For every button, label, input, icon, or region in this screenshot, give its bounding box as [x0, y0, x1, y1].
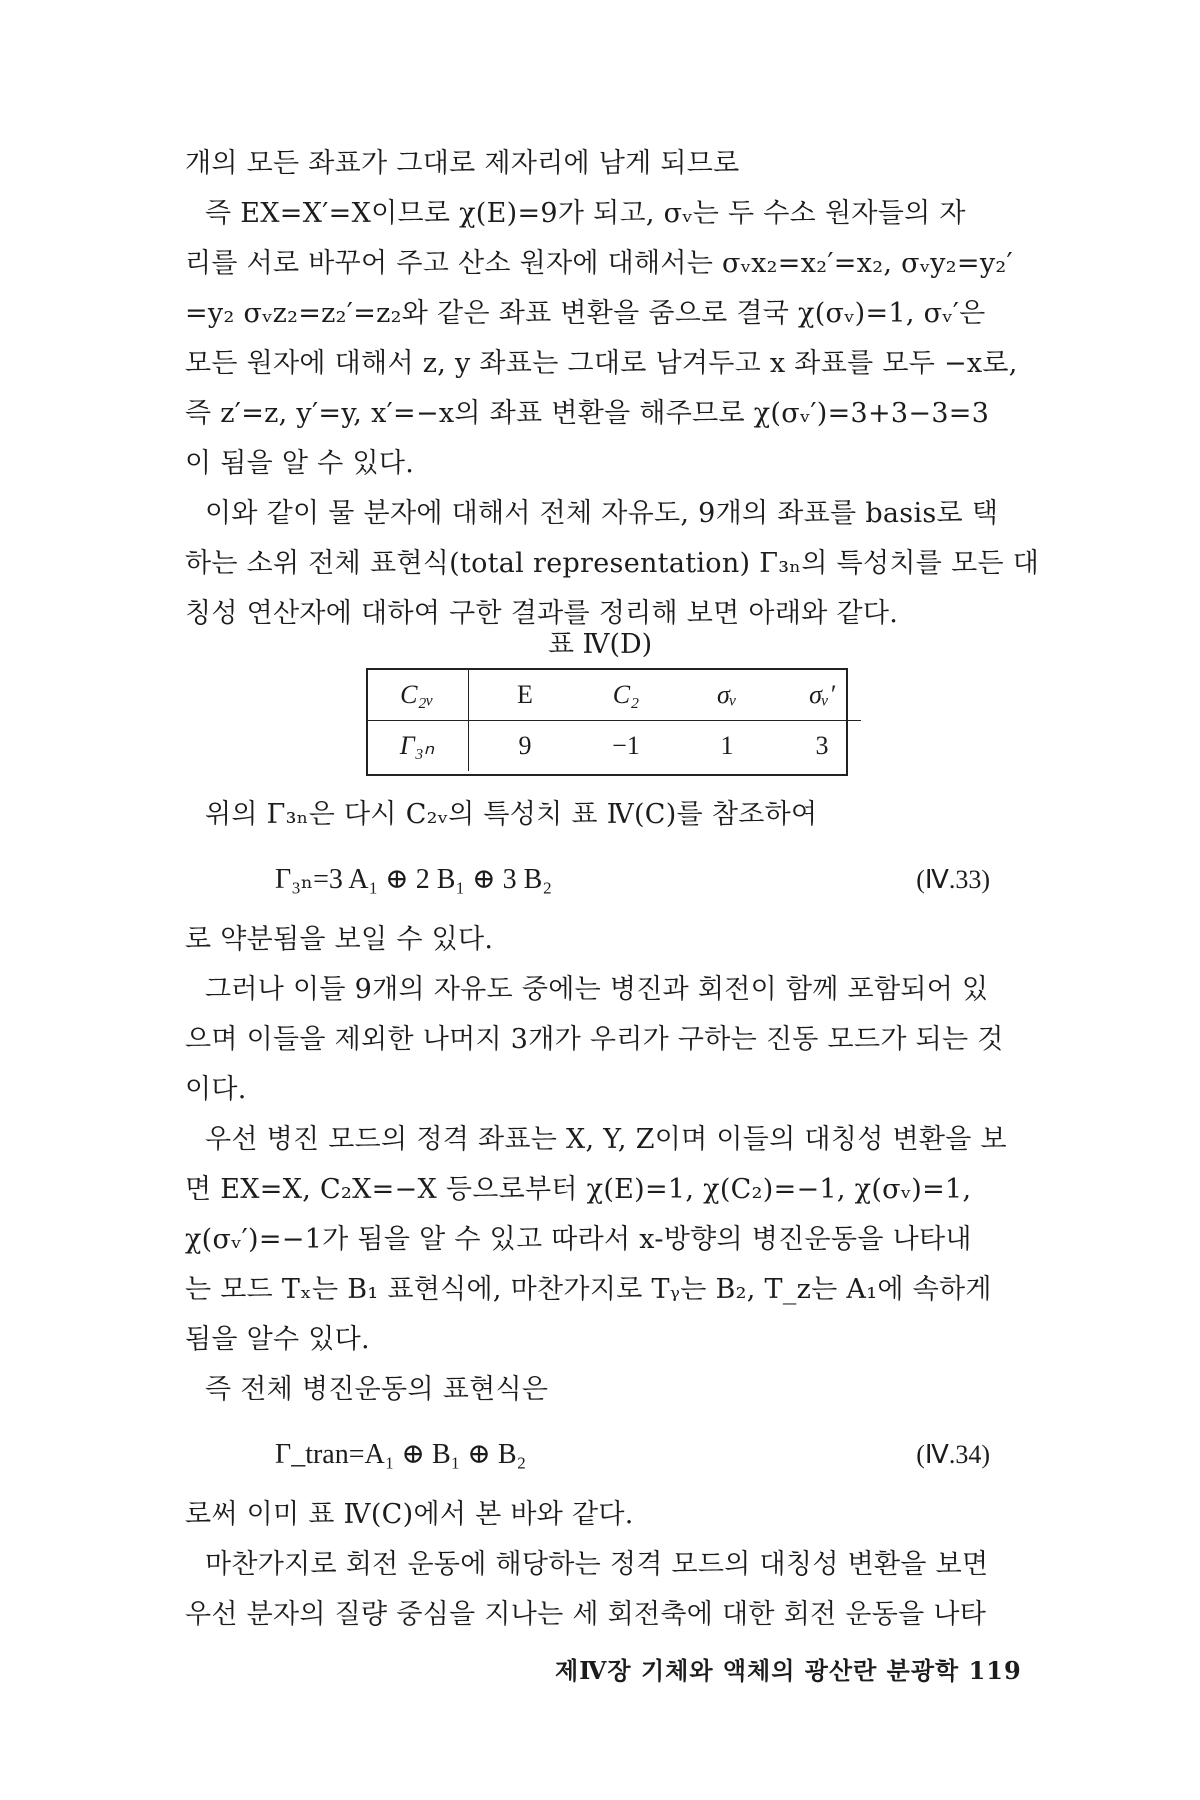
- table-cell: 3: [815, 731, 829, 760]
- text-line: 이 됨을 알 수 있다.: [185, 448, 415, 479]
- equation: Γ₃ₙ=3 A₁ ⊕ 2 B₁ ⊕ 3 B₂: [275, 864, 553, 895]
- text-line: 위의 Γ₃ₙ은 다시 C₂ᵥ의 특성치 표 Ⅳ(C)를 참조하여: [205, 799, 818, 830]
- table-header-cell: E: [469, 670, 582, 721]
- text-line: 으며 이들을 제외한 나머지 3개가 우리가 구하는 진동 모드가 되는 것: [185, 1024, 1004, 1055]
- table-cell: −1: [612, 731, 640, 760]
- text-line: 개의 모든 좌표가 그대로 제자리에 남게 되므로: [185, 148, 740, 179]
- equation-number: (Ⅳ.33): [916, 865, 990, 894]
- text-line: 즉 z′=z, y′=y, x′=−x의 좌표 변환을 해주므로 χ(σᵥ′)=3+3−3=3: [185, 398, 990, 429]
- character-table: [366, 670, 861, 771]
- table-cell: 1: [720, 731, 734, 760]
- text-line: χ(σᵥ′)=−1가 됨을 알 수 있고 따라서 x-방향의 병진운동을 나타내: [185, 1224, 972, 1255]
- text-line: 로 약분됨을 보일 수 있다.: [185, 924, 494, 955]
- text-line: 그러나 이들 9개의 자유도 중에는 병진과 회전이 함께 포함되어 있: [205, 974, 989, 1005]
- text-line: 리를 서로 바꾸어 주고 산소 원자에 대해서는 σᵥx₂=x₂′=x₂, σᵥy₂=y₂′: [185, 248, 1013, 279]
- table-header-cell: C₂: [581, 670, 671, 721]
- page-footer: 제Ⅳ장 기체와 액체의 광산란 분광학 119: [555, 1656, 1022, 1685]
- text-line: 즉 EX=X′=X이므로 χ(E)=9가 되고, σᵥ는 두 수소 원자들의 자: [205, 198, 966, 229]
- text-line: 즉 전체 병진운동의 표현식은: [205, 1374, 549, 1405]
- table-row: [366, 721, 861, 772]
- table-header-cell: C₂ᵥ: [366, 670, 469, 721]
- text-line: 이와 같이 물 분자에 대해서 전체 자유도, 9개의 좌표를 basis로 택: [205, 498, 999, 529]
- equation-number: (Ⅳ.34): [916, 1440, 990, 1469]
- table-header-cell: σᵥ′: [783, 670, 861, 721]
- text-line: 로써 이미 표 Ⅳ(C)에서 본 바와 같다.: [185, 1499, 634, 1530]
- text-line: 이다.: [185, 1074, 247, 1105]
- text-line: 우선 병진 모드의 정격 좌표는 X, Y, Z이며 이들의 대칭성 변환을 보: [205, 1124, 1007, 1155]
- table-cell: Γ₃ₙ: [366, 721, 469, 772]
- text-line: =y₂ σᵥz₂=z₂′=z₂와 같은 좌표 변환을 줌으로 결국 χ(σᵥ)=1, σᵥ′은: [185, 298, 986, 329]
- text-line: 면 EX=X, C₂X=−X 등으로부터 χ(E)=1, χ(C₂)=−1, χ(σᵥ)=1,: [185, 1174, 972, 1205]
- text-line: 됨을 알수 있다.: [185, 1324, 370, 1355]
- table-caption: 표 Ⅳ(D): [547, 629, 653, 660]
- text-line: 하는 소위 전체 표현식(total representation) Γ₃ₙ의 특성치를 모든 대: [185, 548, 1040, 579]
- table-header-row: [366, 670, 861, 721]
- equation: Γ_tran=A₁ ⊕ B₁ ⊕ B₂: [275, 1439, 527, 1470]
- text-line: 는 모드 Tₓ는 B₁ 표현식에, 마찬가지로 Tᵧ는 B₂, T_z는 A₁에 속하게: [185, 1274, 992, 1305]
- table-cell: 9: [518, 731, 532, 760]
- table-header-cell: σᵥ: [671, 670, 783, 721]
- text-line: 마찬가지로 회전 운동에 해당하는 정격 모드의 대칭성 변환을 보면: [205, 1549, 989, 1580]
- text-line: 칭성 연산자에 대하여 구한 결과를 정리해 보면 아래와 같다.: [185, 598, 899, 629]
- text-line: 우선 분자의 질량 중심을 지나는 세 회전축에 대한 회전 운동을 나타: [185, 1599, 987, 1630]
- text-line: 모든 원자에 대해서 z, y 좌표는 그대로 남겨두고 x 좌표를 모두 −x로,: [185, 348, 1018, 379]
